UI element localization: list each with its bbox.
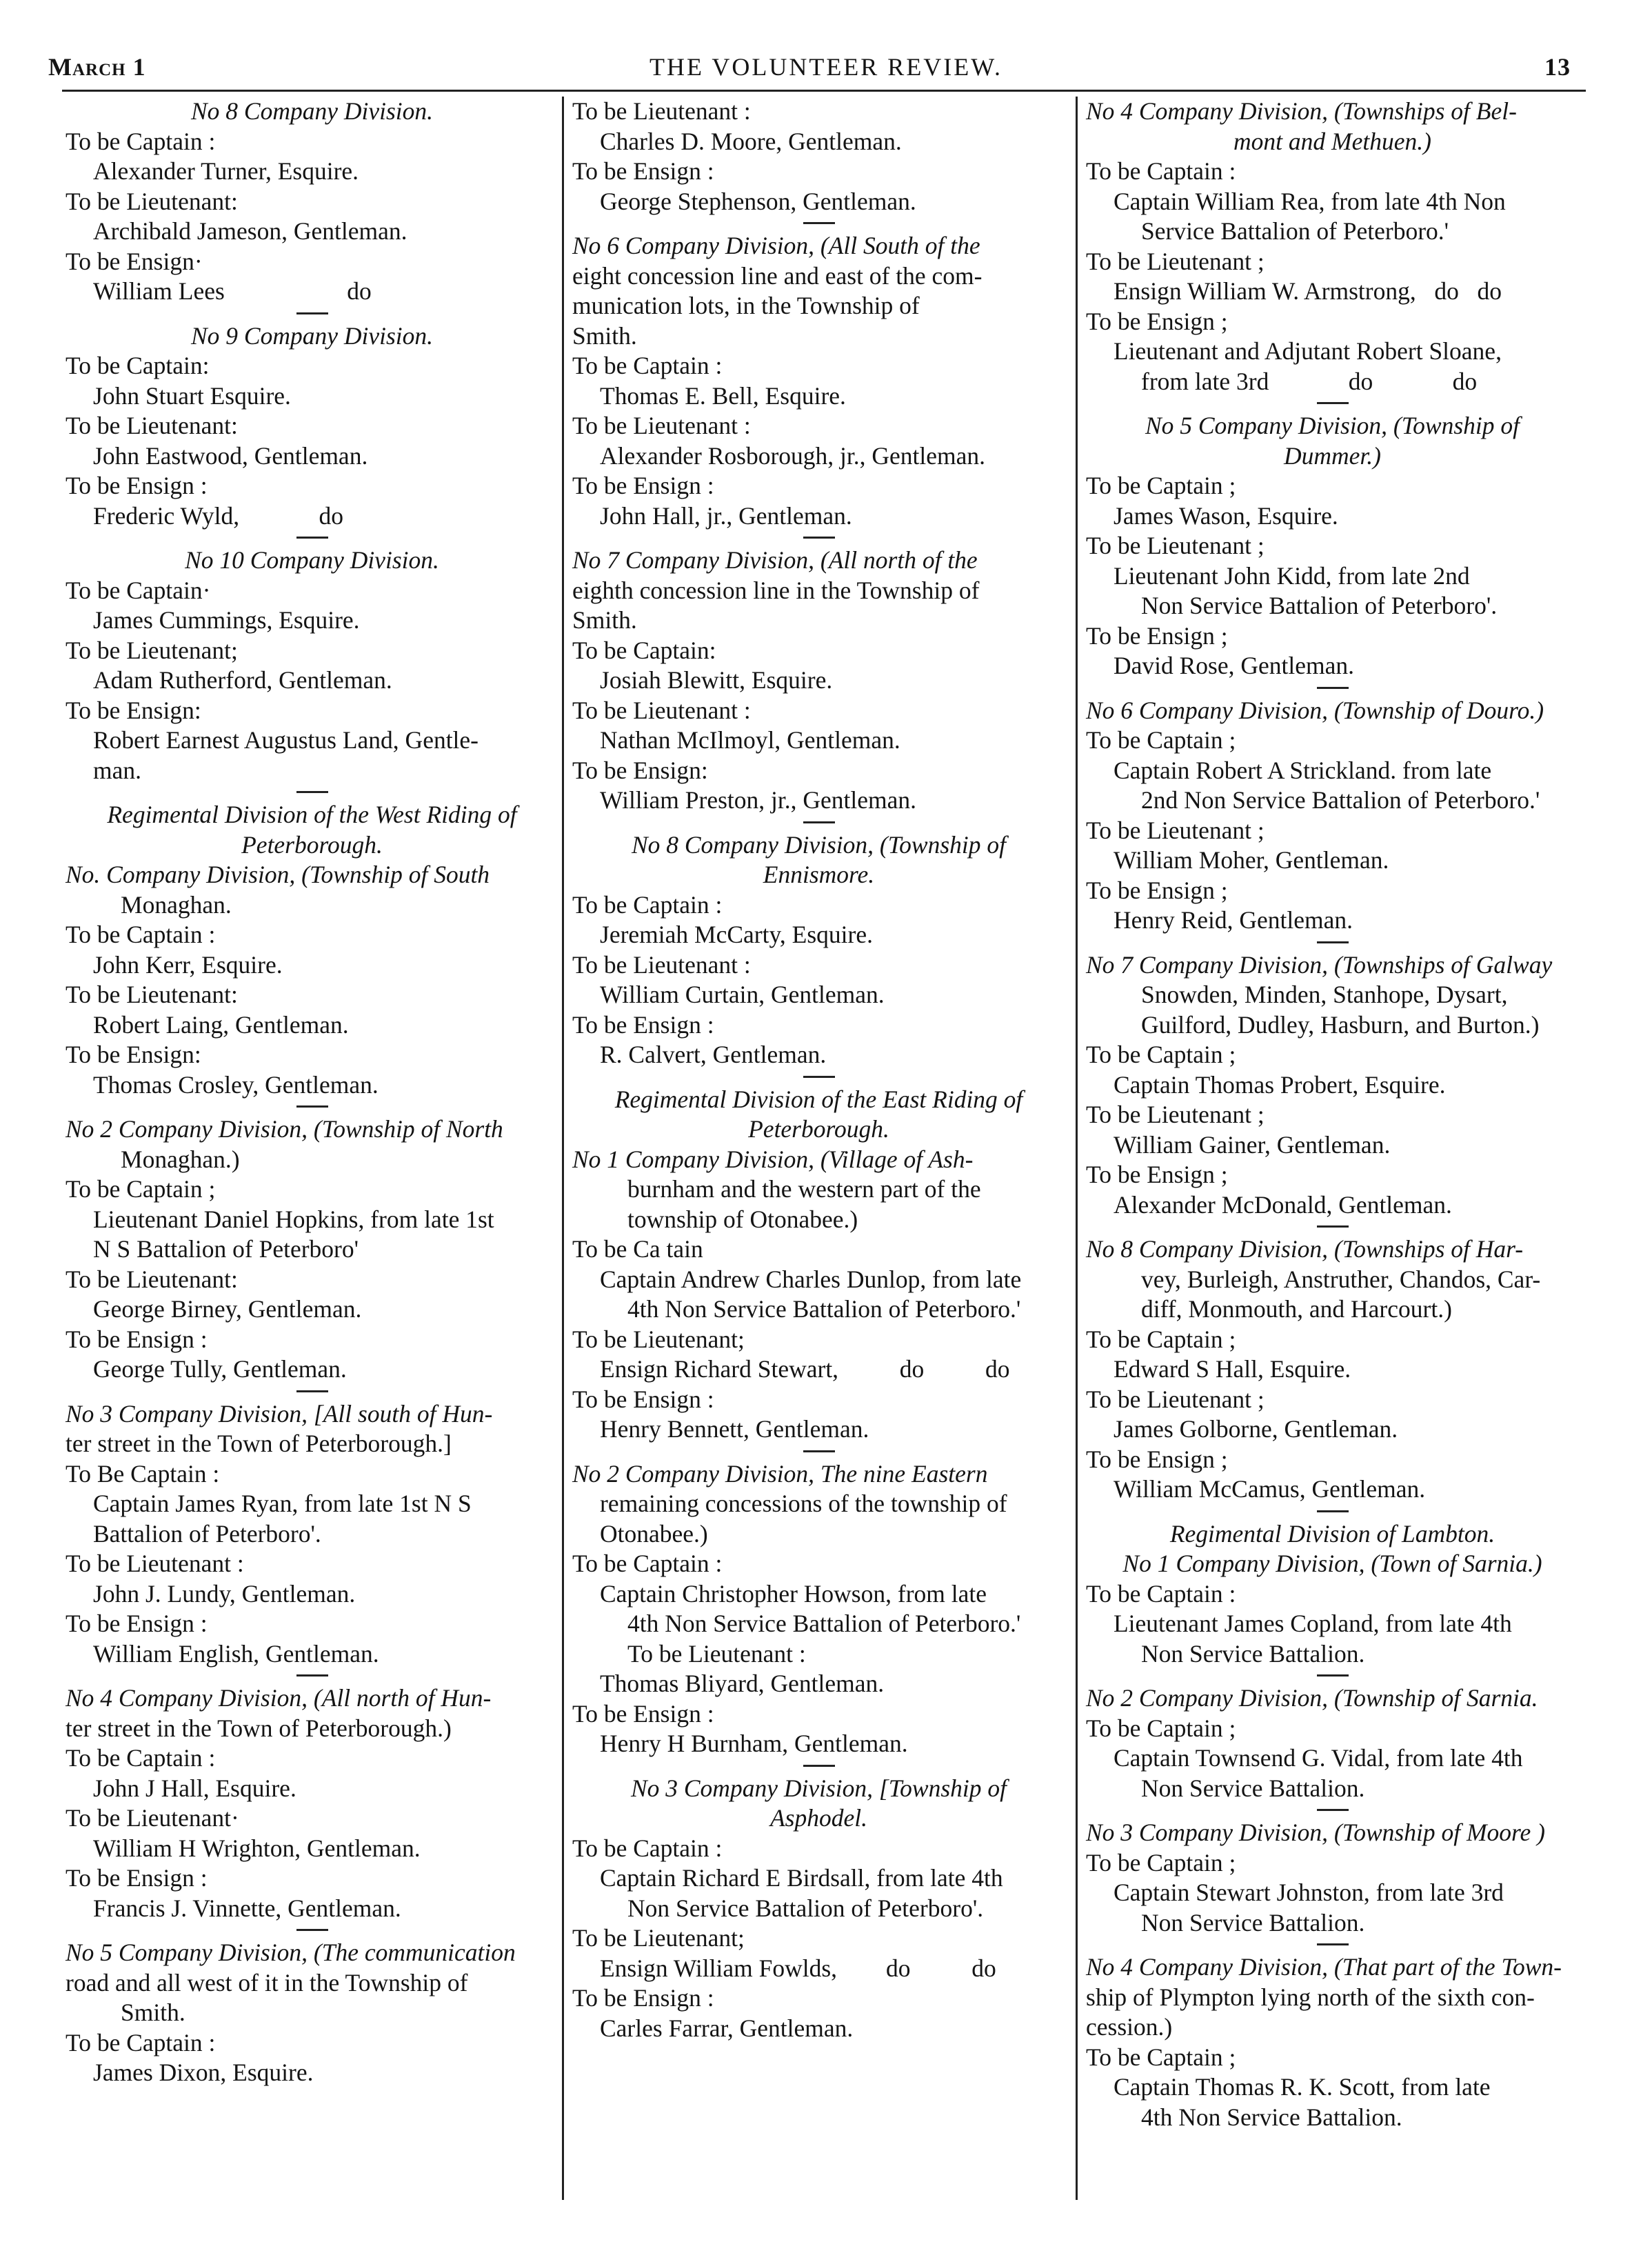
column-3 (1086, 97, 1579, 2132)
rank-line: munication lots, in the Township of (572, 292, 920, 319)
rank-line: To Be Captain : (66, 1459, 220, 1488)
appointee-line: Frederic Wyld, do (93, 501, 343, 530)
division-heading: No 3 Company Division, [Township of (630, 1774, 1007, 1802)
division-heading: Regimental Division of the East Riding of (614, 1085, 1023, 1113)
appointee-line: Alexander McDonald, Gentleman. (1114, 1190, 1452, 1219)
rank-line: To be Ensign : (572, 1385, 714, 1413)
appointee-line: Charles D. Moore, Gentleman. (600, 127, 902, 155)
appointee-line: James Cummings, Esquire. (93, 606, 360, 634)
appointee-line: Nathan McIlmoyl, Gentleman. (600, 726, 900, 754)
appointee-line: Thomas E. Bell, Esquire. (600, 381, 846, 410)
appointee-line: Thomas Bliyard, Gentleman. (600, 1670, 885, 1697)
section-divider (296, 537, 328, 539)
appointee-line: William Gainer, Gentleman. (1114, 1130, 1391, 1159)
appointee-line: Lieutenant John Kidd, from late 2nd (1114, 561, 1470, 590)
rank-line: To be Captain : (66, 1744, 216, 1772)
division-heading: No 8 Company Division. (190, 97, 434, 125)
rank-line: To be Ensign : (66, 472, 208, 499)
publication-title: THE VOLUNTEER REVIEW. (649, 53, 1003, 81)
appointee-line: diff, Monmouth, and Harcourt.) (1141, 1295, 1452, 1323)
appointee-line: Jeremiah McCarty, Esquire. (600, 921, 873, 948)
appointee-line: Otonabee.) (600, 1519, 708, 1548)
rank-line: To be Captain ; (66, 1175, 216, 1203)
rank-line: To be Lieutenant : (572, 97, 751, 125)
rank-line: No 8 Company Division, (Townships of Har- (1086, 1235, 1524, 1263)
issue-date: March 1 (48, 53, 146, 81)
appointee-line: George Birney, Gentleman. (93, 1295, 362, 1323)
appointee-line: Non Service Battalion. (1141, 1639, 1365, 1668)
section-divider (1317, 402, 1349, 404)
rank-line: To be Ensign : (572, 1010, 714, 1039)
appointee-line: Non Service Battalion. (1141, 1908, 1365, 1936)
rank-line: ter street in the Town of Peterborough.) (66, 1714, 452, 1742)
appointee-line: Captain Robert A Strickland. from late (1114, 756, 1492, 784)
appointee-line: John Kerr, Esquire. (93, 950, 283, 979)
rank-line: To be Ensign : (66, 1610, 208, 1637)
section-divider (1317, 687, 1349, 689)
rank-line: Smith. (572, 606, 637, 634)
rank-line: To be Lieutenant; (66, 636, 238, 664)
appointee-line: man. (93, 756, 141, 784)
appointee-line: Captain Thomas R. K. Scott, from late (1114, 2073, 1491, 2101)
section-divider (803, 1450, 835, 1452)
appointee-line: Non Service Battalion of Peterboro'. (1141, 592, 1498, 619)
rank-line: To be Lieutenant ; (1086, 247, 1265, 275)
rank-line: To be Lieutenant: (66, 1265, 238, 1293)
appointee-line: 4th Non Service Battalion of Peterboro.' (627, 1610, 1021, 1637)
section-divider (296, 1929, 328, 1931)
division-heading: mont and Methuen.) (1233, 127, 1431, 155)
division-heading: Ennismore. (763, 861, 875, 888)
rank-line: To be Lieutenant ; (1086, 1101, 1265, 1128)
appointee-line: Captain Christopher Howson, from late (600, 1579, 987, 1608)
appointee-line: Lieutenant Daniel Hopkins, from late 1st (93, 1205, 494, 1233)
section-divider (296, 1674, 328, 1677)
section-divider (296, 1105, 328, 1108)
rank-line: To be Ensign ; (1086, 876, 1228, 904)
appointee-line: William H Wrighton, Gentleman. (93, 1834, 421, 1862)
rank-line: To be Captain : (1086, 1579, 1236, 1608)
rank-line: No 2 Company Division, The nine Eastern (572, 1459, 988, 1488)
division-heading: No 8 Company Division, (Township of (631, 830, 1007, 859)
appointee-line: Ensign Richard Stewart, do do (600, 1355, 1010, 1383)
rank-line: To be Lieutenant ; (1086, 1385, 1265, 1413)
appointee-line: Monaghan.) (121, 1145, 240, 1173)
division-heading: Regimental Division of the West Riding of (107, 801, 517, 828)
column-divider-1 (562, 97, 564, 2200)
appointee-line: Henry Bennett, Gentleman. (600, 1415, 869, 1443)
appointee-line: Service Battalion of Peterboro.' (1141, 217, 1449, 245)
section-divider (1317, 1674, 1349, 1677)
appointee-line: Robert Laing, Gentleman. (93, 1010, 349, 1039)
appointee-line: remaining concessions of the township of (600, 1490, 1007, 1517)
appointee-line: Lieutenant and Adjutant Robert Sloane, (1114, 337, 1502, 365)
appointee-line: John Eastwood, Gentleman. (93, 441, 368, 470)
rank-line: To be Ensign· (66, 247, 203, 275)
appointee-line: 2nd Non Service Battalion of Peterboro.' (1141, 786, 1540, 814)
appointee-line: William McCamus, Gentleman. (1114, 1475, 1426, 1503)
column-2 (572, 97, 1065, 2043)
rank-line: ter street in the Town of Peterborough.] (66, 1430, 452, 1457)
rank-line: To be Lieutenant ; (1086, 816, 1265, 844)
rank-line: No 6 Company Division, (Township of Douro.) (1086, 696, 1544, 724)
rank-line: To be Lieutenant : (572, 412, 751, 439)
rank-line: No 1 Company Division, (Village of Ash- (572, 1145, 974, 1173)
appointee-line: Battalion of Peterboro'. (93, 1519, 321, 1548)
appointee-line: Ensign William Fowlds, do do (600, 1954, 996, 1982)
appointee-line: James Dixon, Esquire. (93, 2059, 314, 2086)
section-divider (1317, 1510, 1349, 1512)
rank-line: To be Ensign : (66, 1864, 208, 1892)
appointee-line: William Curtain, Gentleman. (600, 981, 885, 1008)
appointee-line: vey, Burleigh, Anstruther, Chandos, Car- (1141, 1265, 1541, 1293)
rank-line: No 5 Company Division, (The communication (66, 1939, 516, 1966)
appointee-line: Lieutenant James Copland, from late 4th (1114, 1610, 1512, 1637)
rank-line: To be Lieutenant: (66, 981, 238, 1008)
appointee-line: David Rose, Gentleman. (1114, 652, 1355, 679)
rank-line: To be Lieutenant : (572, 696, 751, 724)
section-divider (1317, 1809, 1349, 1811)
section-divider (296, 791, 328, 793)
rank-line: To be Ensign ; (1086, 1161, 1228, 1188)
appointee-line: township of Otonabee.) (627, 1205, 858, 1233)
rank-line: To be Captain : (572, 890, 723, 919)
appointee-line: burnham and the western part of the (627, 1175, 981, 1203)
appointee-line: Alexander Rosborough, jr., Gentleman. (600, 441, 986, 470)
division-heading: No 9 Company Division. (190, 321, 434, 350)
rank-line: To be Ensign : (66, 1325, 208, 1353)
rank-line: eighth concession line in the Township of (572, 576, 980, 604)
rank-line: To be Captain : (66, 127, 216, 155)
rank-line: To be Lieutenant· (66, 1804, 239, 1832)
rank-line: eight concession line and east of the com- (572, 261, 983, 290)
section-divider (296, 312, 328, 314)
division-heading: Regimental Division of Lambton. (1169, 1519, 1495, 1548)
rank-line: To be Captain ; (1086, 1325, 1236, 1353)
rank-line: No 3 Company Division, (Township of Moore ) (1086, 1819, 1545, 1846)
section-divider (296, 1390, 328, 1392)
section-divider (803, 537, 835, 539)
rank-line: To be Lieutenant; (572, 1325, 745, 1353)
appointee-line: John J. Lundy, Gentleman. (93, 1579, 356, 1608)
rank-line: No 3 Company Division, [All south of Hun- (66, 1399, 493, 1428)
rank-line: No. Company Division, (Township of South (66, 861, 490, 888)
rank-line: To be Lieutenant : (572, 950, 751, 979)
rank-line: No 7 Company Division, (All north of the (572, 546, 978, 574)
rank-line: To be Ensign : (572, 472, 714, 499)
rank-line: To be Captain : (572, 1550, 723, 1577)
rank-line: To be Lieutenant ; (1086, 532, 1265, 559)
section-divider (1317, 941, 1349, 943)
appointee-line: Carles Farrar, Gentleman. (600, 2014, 854, 2042)
rank-line: To be Captain : (1086, 157, 1236, 185)
appointee-line: Captain Andrew Charles Dunlop, from late (600, 1265, 1022, 1293)
appointee-line: Non Service Battalion of Peterboro'. (627, 1894, 984, 1922)
rank-line: ship of Plympton lying north of the sixth con- (1086, 1983, 1535, 2011)
rank-line: No 2 Company Division, (Township of Sarnia. (1086, 1684, 1538, 1712)
rank-line: No 2 Company Division, (Township of North (66, 1115, 503, 1143)
appointee-line: N S Battalion of Peterboro' (93, 1235, 359, 1263)
appointee-line: Adam Rutherford, Gentleman. (93, 666, 392, 694)
section-divider (803, 222, 835, 224)
rank-line: To be Captain : (572, 352, 723, 379)
division-heading: No 10 Company Division. (185, 546, 439, 574)
rank-line: cession.) (1086, 2013, 1173, 2041)
appointee-line: George Tully, Gentleman. (93, 1355, 347, 1383)
section-divider (1317, 1943, 1349, 1945)
rank-line: To be Ensign ; (1086, 1445, 1228, 1473)
rank-line: To be Lieutenant : (66, 1550, 244, 1577)
rank-line: No 4 Company Division, (Townships of Bel- (1086, 97, 1517, 125)
division-heading: Peterborough. (241, 830, 383, 859)
appointee-line: Robert Earnest Augustus Land, Gentle- (93, 726, 479, 754)
appointee-line: Captain Richard E Birdsall, from late 4th (600, 1864, 1003, 1892)
rank-line: To be Captain: (572, 636, 716, 664)
appointee-line: Monaghan. (121, 890, 232, 919)
section-divider (803, 821, 835, 823)
appointee-line: Henry Reid, Gentleman. (1114, 906, 1353, 934)
rank-line: To be Captain ; (1086, 1848, 1236, 1876)
division-heading: No 1 Company Division, (Town of Sarnia.) (1122, 1550, 1542, 1577)
appointee-line: John J Hall, Esquire. (93, 1774, 296, 1802)
rank-line: Smith. (572, 321, 637, 350)
rank-line: To be Lieutenant: (66, 412, 238, 439)
division-heading: No 5 Company Division, (Township of (1145, 412, 1520, 439)
appointee-line: Captain James Ryan, from late 1st N S (93, 1490, 472, 1517)
section-divider (803, 1765, 835, 1767)
rank-line: To be Captain ; (1086, 1041, 1236, 1068)
rank-line: To be Ensign : (572, 1699, 714, 1728)
appointee-line: Edward S Hall, Esquire. (1114, 1355, 1351, 1383)
appointee-line: Francis J. Vinnette, Gentleman. (93, 1894, 401, 1922)
rank-line: No 7 Company Division, (Townships of Galway (1086, 950, 1553, 979)
section-divider (1317, 1225, 1349, 1228)
appointee-line: William English, Gentleman. (93, 1639, 379, 1668)
rank-line: No 6 Company Division, (All South of the (572, 232, 980, 259)
appointee-line: 4th Non Service Battalion of Peterboro.' (627, 1295, 1021, 1323)
appointee-line: William Preston, jr., Gentleman. (600, 786, 917, 814)
appointee-line: Captain Townsend G. Vidal, from late 4th (1114, 1744, 1523, 1772)
appointee-line: Guilford, Dudley, Hasburn, and Burton.) (1141, 1010, 1540, 1039)
division-heading: Peterborough. (748, 1115, 889, 1143)
appointee-line: William Moher, Gentleman. (1114, 846, 1389, 874)
column-divider-2 (1076, 97, 1078, 2200)
appointee-line: William Lees do (93, 277, 372, 305)
header-rule (62, 90, 1586, 92)
appointee-line: To be Lieutenant : (627, 1639, 806, 1668)
rank-line: To be Captain : (66, 921, 216, 948)
appointee-line: Archibald Jameson, Gentleman. (93, 217, 407, 245)
page-number: 13 (1544, 53, 1571, 81)
rank-line: No 4 Company Division, (All north of Hun- (66, 1684, 492, 1712)
rank-line: To be Lieutenant: (66, 187, 238, 215)
rank-line: To be Ensign: (66, 1041, 201, 1068)
rank-line: To be Ensign ; (1086, 621, 1228, 650)
appointee-line: Captain William Rea, from late 4th Non (1114, 187, 1506, 215)
rank-line: To be Captain : (66, 2028, 216, 2056)
rank-line: To be Ensign ; (1086, 307, 1228, 335)
appointee-line: Alexander Turner, Esquire. (93, 157, 359, 185)
rank-line: To be Captain ; (1086, 2043, 1236, 2071)
rank-line: To be Captain ; (1086, 472, 1236, 499)
appointee-line: Smith. (121, 1999, 185, 2026)
appointee-line: Henry H Burnham, Gentleman. (600, 1730, 908, 1757)
appointee-line: James Wason, Esquire. (1114, 501, 1338, 530)
appointee-line: Snowden, Minden, Stanhope, Dysart, (1141, 981, 1508, 1008)
rank-line: To be Ensign: (66, 696, 201, 724)
rank-line: To be Ensign : (572, 1984, 714, 2012)
rank-line: To be Ensign: (572, 756, 708, 784)
appointee-line: John Stuart Esquire. (93, 381, 291, 410)
rank-line: To be Lieutenant; (572, 1924, 745, 1952)
rank-line: To be Captain· (66, 576, 211, 604)
appointee-line: from late 3rd do do (1141, 367, 1478, 395)
appointee-line: Thomas Crosley, Gentleman. (93, 1070, 379, 1099)
rank-line: road and all west of it in the Township of (66, 1968, 468, 1996)
rank-line: No 4 Company Division, (That part of the Town- (1086, 1953, 1562, 1981)
division-heading: Asphodel. (770, 1804, 867, 1832)
appointee-line: John Hall, jr., Gentleman. (600, 501, 852, 530)
rank-line: To be Ensign : (572, 157, 714, 185)
appointee-line: Captain Thomas Probert, Esquire. (1114, 1070, 1446, 1099)
page-header (0, 46, 1652, 87)
section-divider (803, 1076, 835, 1078)
column-1 (66, 97, 558, 2088)
appointee-line: 4th Non Service Battalion. (1141, 2103, 1402, 2131)
appointee-line: Ensign William W. Armstrong, do do (1114, 277, 1502, 305)
appointee-line: Non Service Battalion. (1141, 1774, 1365, 1802)
appointee-line: Captain Stewart Johnston, from late 3rd (1114, 1879, 1504, 1906)
rank-line: To be Captain ; (1086, 726, 1236, 754)
rank-line: To be Captain : (572, 1834, 723, 1862)
rank-line: To be Captain ; (1086, 1714, 1236, 1742)
appointee-line: George Stephenson, Gentleman. (600, 187, 916, 215)
appointee-line: James Golborne, Gentleman. (1114, 1415, 1398, 1443)
appointee-line: R. Calvert, Gentleman. (600, 1041, 827, 1068)
rank-line: To be Ca tain (572, 1235, 703, 1263)
rank-line: To be Captain: (66, 352, 210, 379)
division-heading: Dummer.) (1284, 441, 1381, 470)
appointee-line: Josiah Blewitt, Esquire. (600, 666, 833, 694)
